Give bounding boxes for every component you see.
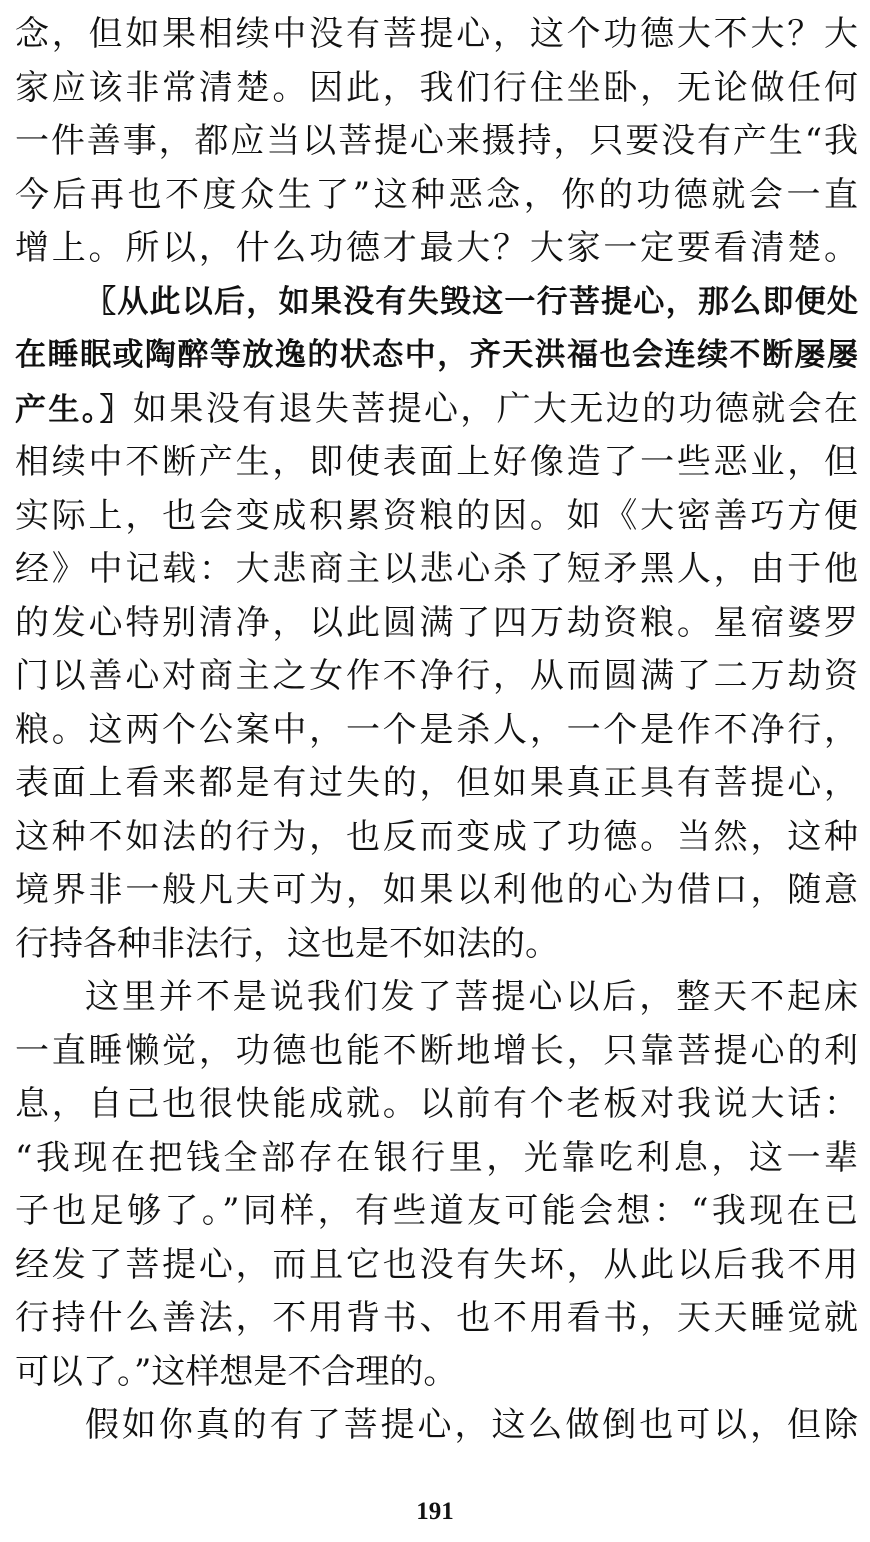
quoted-verse-line: 〖从此以后，如果没有失毁这一行菩提心，那么即便处 <box>85 283 858 320</box>
text-line: 经》中记载：大悲商主以悲心杀了短矛黑人，由于他 <box>15 549 858 589</box>
quoted-verse-line: 在睡眠或陶醉等放逸的状态中，齐天洪福也会连续不断屡屡 <box>15 337 858 373</box>
text-line: 家应该非常清楚。因此，我们行住坐卧，无论做任何 <box>15 67 858 108</box>
page-body <box>15 8 858 1453</box>
text-line: 增上。所以，什么功德才最大？大家一定要看清楚。 <box>15 228 858 268</box>
commentary-start: 如果没有退失菩提心，广大无边的功德就会在 <box>132 388 859 429</box>
text-line-mixed <box>15 383 858 437</box>
quoted-verse-end: 产生。〗 <box>15 391 133 428</box>
text-line: 一直睡懒觉，功德也能不断地增长，只靠菩提心的利 <box>15 1030 858 1071</box>
text-line: 子也足够了。”同样，有些道友可能会想：“我现在已 <box>15 1191 858 1231</box>
text-line: 境界非一般凡夫可为，如果以利他的心为借口，随意 <box>15 870 858 910</box>
text-line: 息，自己也很快能成就。以前有个老板对我说大话： <box>15 1084 858 1124</box>
text-line: 的发心特别清净，以此圆满了四万劫资粮。星宿婆罗 <box>15 602 858 643</box>
text-line: 念，但如果相续中没有菩提心，这个功德大不大？大 <box>15 14 858 54</box>
text-line: 可以了。”这样想是不合理的。 <box>15 1351 458 1392</box>
text-line: 假如你真的有了菩提心，这么做倒也可以，但除 <box>85 1405 858 1445</box>
page-number: 191 <box>416 1498 454 1525</box>
text-line: 实际上，也会变成积累资粮的因。如《大密善巧方便 <box>15 495 858 536</box>
text-line: 门以善心对商主之女作不净行，从而圆满了二万劫资 <box>15 656 858 696</box>
text-line: 这里并不是说我们发了菩提心以后，整天不起床 <box>85 977 858 1017</box>
text-line: 行持什么善法，不用背书、也不用看书，天天睡觉就 <box>15 1298 858 1338</box>
text-line: 经发了菩提心，而且它也没有失坏，从此以后我不用 <box>15 1244 858 1285</box>
text-line: 行持各种非法行，这也是不如法的。 <box>15 923 559 964</box>
text-line: 一件善事，都应当以菩提心来摄持，只要没有产生“我 <box>15 121 858 161</box>
text-line: 相续中不断产生，即使表面上好像造了一些恶业，但 <box>15 442 858 482</box>
text-line: 粮。这两个公案中，一个是杀人，一个是作不净行， <box>15 709 858 750</box>
text-line: 表面上看来都是有过失的，但如果真正具有菩提心， <box>15 763 858 803</box>
text-line: 今后再也不度众生了”这种恶念，你的功德就会一直 <box>15 174 858 215</box>
text-line: “我现在把钱全部存在银行里，光靠吃利息，这一辈 <box>15 1137 858 1178</box>
text-line: 这种不如法的行为，也反而变成了功德。当然，这种 <box>15 816 858 857</box>
